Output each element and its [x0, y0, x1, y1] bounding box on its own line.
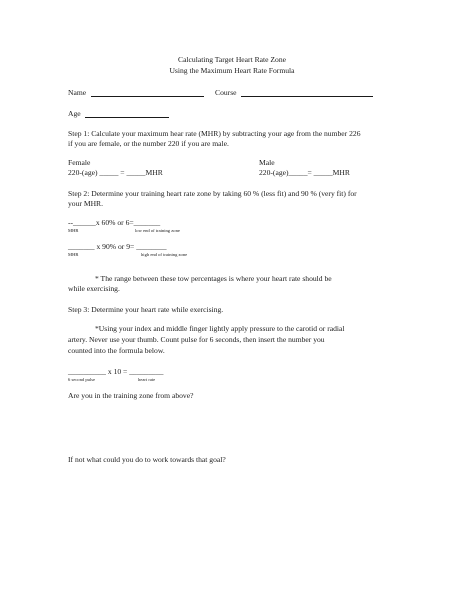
low-zone-formula[interactable]: --______x 60% or 6=_______ [68, 218, 161, 227]
low-zone-mhr-caption: MHR [68, 228, 79, 233]
six-second-pulse-caption: 6 second pulse [68, 377, 96, 382]
heart-rate-caption: heart rate [138, 377, 156, 382]
question-improvement: If not what could you do to work towards that goal? [68, 455, 226, 464]
female-formula[interactable]: 220-(age) _____ = _____MHR [68, 168, 163, 177]
course-label: Course [215, 88, 237, 97]
high-zone-formula[interactable]: _______ x 90% or 9= ________ [68, 242, 167, 251]
male-label: Male [259, 158, 275, 167]
pulse-instructions-line1: *Using your index and middle finger lightly apply pressure to the carotid or radial [95, 324, 345, 333]
pulse-instructions-line2: artery. Never use your thumb. Count pulse for 6 seconds, then insert the number you [68, 335, 325, 344]
zone-note-line2: while exercising. [68, 284, 120, 293]
low-zone-caption: low end of training zone [135, 228, 180, 233]
female-label: Female [68, 158, 91, 167]
step1-text-line2: if you are female, or the number 220 if you are male. [68, 139, 229, 148]
name-field[interactable] [91, 96, 204, 97]
age-label: Age [68, 109, 81, 118]
step2-text-line2: your MHR. [68, 199, 104, 208]
course-field[interactable] [241, 96, 373, 97]
document-subtitle: Using the Maximum Heart Rate Formula [169, 66, 295, 75]
high-zone-caption: high end of training zone [141, 252, 188, 257]
step3-text: Step 3: Determine your heart rate while exercising. [68, 305, 224, 314]
age-field[interactable] [85, 117, 169, 118]
name-label: Name [68, 88, 87, 97]
zone-note-line1: * The range between these tow percentages is where your heart rate should be [95, 274, 332, 283]
step2-text-line1: Step 2: Determine your training heart rate zone by taking 60 % (less fit) and 90 % (very fit) for [68, 189, 357, 198]
step1-text-line1: Step 1: Calculate your maximum hear rate (MHR) by subtracting your age from the number 226 [68, 129, 361, 138]
question-training-zone: Are you in the training zone from above? [68, 391, 194, 400]
male-formula[interactable]: 220-(age)_____= _____MHR [259, 168, 350, 177]
pulse-instructions-line3: counted into the formula below. [68, 346, 165, 355]
document-title: Calculating Target Heart Rate Zone [178, 55, 286, 64]
high-zone-mhr-caption: MHR [68, 252, 79, 257]
pulse-formula[interactable]: __________ x 10 = _________ [68, 367, 164, 376]
